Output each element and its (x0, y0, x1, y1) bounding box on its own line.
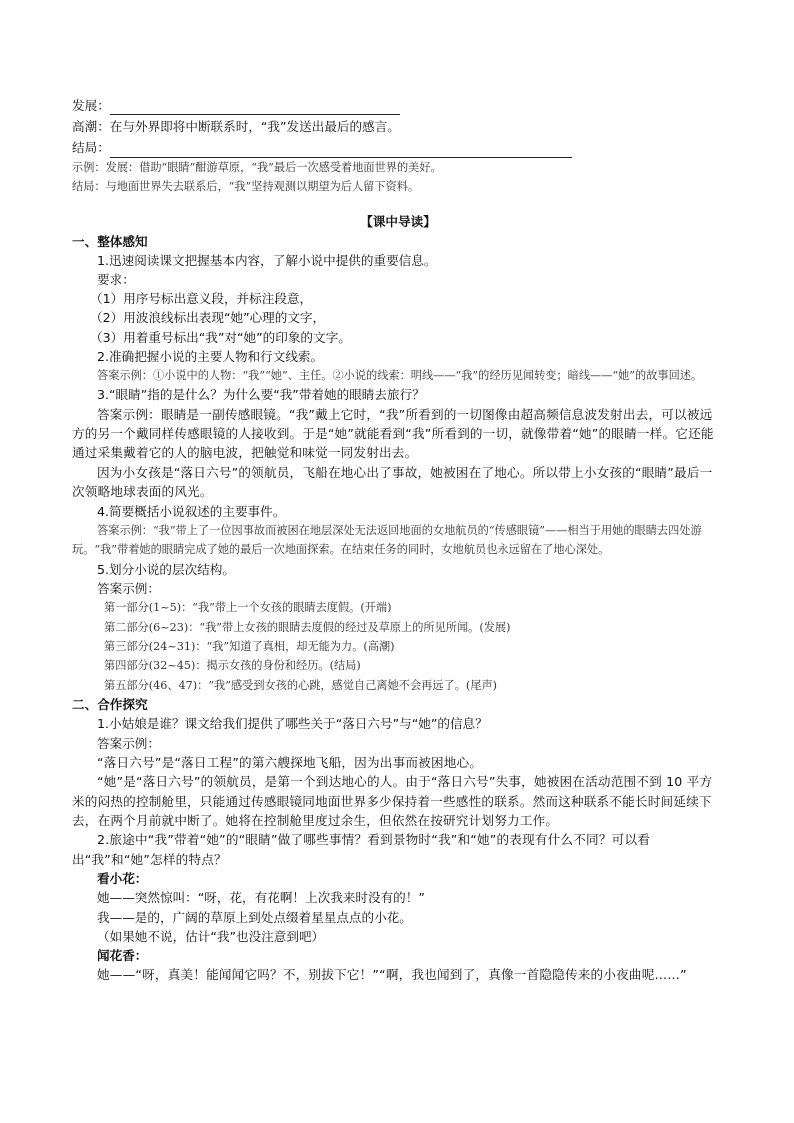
part2-line-me-reply: 我——是的，广阔的草原上到处点缀着星星点点的小花。 (97, 909, 412, 925)
ending-blank-line (110, 143, 572, 158)
outline-development (72, 96, 724, 115)
part1-answer-4: 答案示例：“我”带上了一位因事故而被困在地层深处无法返回地面的女地航员的“传感眼镜”——相当于用她的眼睛去四处游玩。“我”带着她的眼睛完成了她的最后一次地面探索。在结束任务的同时，女地航员也永远留在了地心深处。 (72, 523, 702, 557)
part1-question-2: 2.准确把握小说的主要人物和行文线索。 (97, 348, 324, 364)
outline-ending (72, 138, 724, 157)
structure-part-2: 第二部分(6~23)：“我”带上女孩的眼睛去度假的经过及草原上的所见所闻。(发展) (104, 620, 511, 634)
part2-question-2: 2.旅途中“我”带着“她”的“眼睛”做了哪些事情？看到景物时“我”和“她”的表现有什么不同？可以看出“我”和“她”怎样的特点？ (72, 832, 651, 867)
outline-climax: 高潮：在与外界即将中断联系时，“我”发送出最后的感言。 (72, 119, 400, 135)
ending-label: 结局： (72, 140, 110, 156)
part1-requirements-label: 要求： (97, 272, 135, 288)
part1-question-4: 4.简要概括小说叙述的主要事件。 (97, 503, 286, 519)
part1-question-1: 1.迅速阅读课文把握基本内容，了解小说中提供的重要信息。 (97, 252, 437, 268)
part1-answer-3a: 答案示例：眼睛是一副传感眼镜。“我”戴上它时，“我”所看到的一切图像由超高频信息波发射出去，可以被远方的另一个戴同样传感眼镜的人接收到。于是“她”就能看到“我”所看到的一切，就像带着“她”的眼睛一样。它还能通过采集戴着它的人的脑电波，把触觉和味觉一同发射出去。 (72, 406, 714, 461)
structure-part-1: 第一部分(1~5)：“我”带上一个女孩的眼睛去度假。(开端) (104, 601, 392, 615)
outline-example-1: 示例：发展：借助“眼睛”酣游草原，“我”最后一次感受着地面世界的美好。 (72, 160, 442, 174)
outline-example-2: 结局：与地面世界失去联系后，“我”坚持观测以期望为后人留下资料。 (72, 180, 420, 194)
part2-question-1: 1.小姑娘是谁？课文给我们提供了哪些关于“落日六号”与“她”的信息？ (97, 716, 488, 732)
part1-question-3: 3.“眼睛”指的是什么？为什么要“我”带着她的眼睛去旅行？ (97, 387, 425, 403)
structure-part-5: 第五部分(46、47)：“我”感受到女孩的心跳，感觉自己离她不会再远了。(尾声) (104, 678, 497, 692)
part1-answer-3b: 因为小女孩是“落日六号”的领航员，飞船在地心出了事故，她被困在了地心。所以带上小女孩的“眼睛”最后一次领略地球表面的风光。 (72, 464, 713, 500)
part2-answer-1-para-1: “落日六号”是“落日工程”的第六艘探地飞船，因为出事而被困地心。 (97, 754, 483, 770)
part2-answer-1-para-2: “她”是“落日六号”的领航员，是第一个到达地心的人。由于“落日六号”失事，她被困在活动范围不到 10 平方米的闷热的控制舱里，只能通过传感眼镜同地面世界多少保持着一些感性的联系。然而这种联系不能长时间延续下去，在两个月前就中断了。她将在控制舱里度过余生，但依然在按研究计划努力工作。 (72, 774, 713, 828)
part1-requirement-1: （1）用序号标出意义段，并标注段意， (90, 291, 313, 307)
part1-answer-5-label: 答案示例： (97, 580, 160, 596)
section-title: 【课中导读】 (360, 214, 436, 230)
structure-part-3: 第三部分(24~31)：“我”知道了真相，却无能为力。(高潮) (104, 639, 395, 653)
part1-heading: 一、整体感知 (72, 233, 148, 249)
development-blank-line (110, 100, 400, 115)
development-label: 发展： (72, 98, 110, 113)
part2-heading: 二、合作探究 (72, 697, 148, 713)
part2-line-her-scent: 她——“呀，真美！能闻闻它吗？不，别拔下它！”“啊，我也闻到了，真像一首隐隐传来的小夜曲呢……” (97, 967, 687, 983)
part2-answer-1-label: 答案示例： (97, 735, 160, 751)
part2-subheading-scent: 闻花香： (97, 948, 148, 963)
structure-part-4: 第四部分(32~45)：揭示女孩的身份和经历。(结局) (104, 659, 361, 673)
part1-question-5: 5.划分小说的层次结构。 (97, 561, 235, 577)
part1-requirement-2: （2）用波浪线标出表现“她”心理的文字， (90, 310, 326, 326)
part2-subheading-flowers: 看小花： (97, 871, 148, 887)
part1-requirement-3: （3）用着重号标出“我”对“她”的印象的文字。 (90, 329, 351, 345)
document-page (72, 96, 724, 985)
part2-line-note: （如果她不说，估计“我”也没注意到吧） (97, 928, 325, 944)
part2-line-her-exclaim: 她——突然惊叫：“呀，花，有花啊！上次我来时没有的！” (97, 890, 425, 906)
part1-answer-2: 答案示例：①小说中的人物：“我”“她”、主任。②小说的线索：明线——“我”的经历见闻转变；暗线——“她”的故事回述。 (97, 369, 703, 383)
